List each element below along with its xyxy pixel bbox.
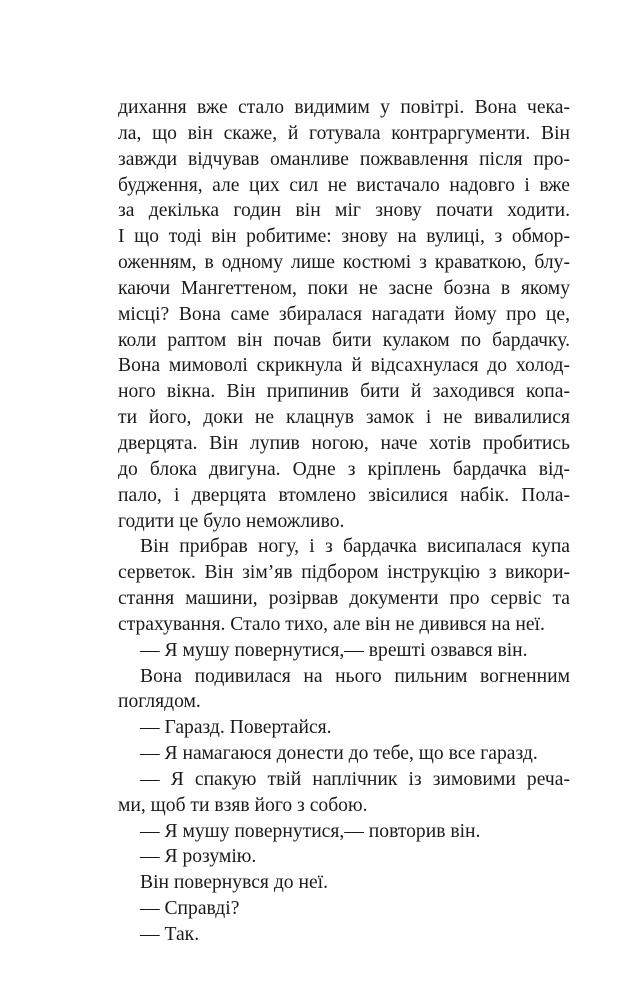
text-line: коли раптом він почав бити кулаком по бардачку. bbox=[118, 329, 570, 351]
text-line: дихання вже стало видимим у повітрі. Вона чека- bbox=[118, 97, 570, 118]
text-line: — Так. bbox=[140, 924, 200, 945]
text-line: серветок. Він зім’яв підбором інструкцію з викори- bbox=[118, 562, 570, 584]
text-line: — Справді? bbox=[140, 898, 240, 920]
text-line: — Гаразд. Повертайся. bbox=[140, 717, 332, 739]
text-line: пало, і дверцята втомлено звісилися набік. Пола- bbox=[118, 484, 570, 506]
text-line: годити це було неможливо. bbox=[118, 510, 345, 532]
text-line: каючи Мангеттеном, поки не засне бозна в якому bbox=[118, 277, 570, 299]
text-line: І що тоді він робитиме: знову на вулиці, з обмор- bbox=[118, 226, 570, 248]
text-line: до блока двигуна. Одне з кріплень бардачка від- bbox=[118, 458, 570, 480]
text-line: Він прибрав ногу, і з бардачка висипалася купа bbox=[140, 536, 570, 558]
text-line: стання машини, розірвав документи про сервіс та bbox=[118, 588, 570, 610]
text-line: ла, що він скаже, й готувала контраргументи. Він bbox=[118, 122, 570, 144]
text-line: Вона мимоволі скрикнула й відсахнулася до холод- bbox=[118, 355, 570, 377]
text-line: — Я мушу повернутися,— повторив він. bbox=[140, 820, 481, 842]
text-line: — Я мушу повернутися,— врешті озвався він. bbox=[140, 639, 528, 661]
text-line: ного вікна. Він припинив бити й заходився копа- bbox=[118, 381, 570, 403]
text-line: Вона подивилася на нього пильним вогненним bbox=[140, 665, 570, 687]
text-line: — Я розумію. bbox=[140, 846, 257, 868]
text-line: ми, щоб ти взяв його з собою. bbox=[118, 794, 368, 816]
text-line: ти його, доки не клацнув замок і не вивалилися bbox=[118, 407, 570, 429]
book-page-text bbox=[118, 95, 570, 948]
text-line: — Я намагаюся донести до тебе, що все гаразд. bbox=[140, 743, 538, 765]
text-line: будження, але цих сил не вистачало надовго і вже bbox=[118, 174, 570, 196]
text-line: оженням, в одному лише костюмі з краваткою, блу- bbox=[118, 252, 570, 274]
text-line: місці? Вона саме збиралася нагадати йому про це, bbox=[118, 303, 570, 325]
text-line: за декілька годин він міг знову почати ходити. bbox=[118, 200, 570, 222]
text-line: дверцята. Він лупив ногою, наче хотів пробитись bbox=[118, 432, 570, 454]
text-line: — Я спакую твій наплічник із зимовими реча- bbox=[140, 768, 570, 790]
text-line: Він повернувся до неї. bbox=[140, 872, 329, 894]
text-line: поглядом. bbox=[118, 691, 201, 713]
text-line: страхування. Стало тихо, але він не дивився на неї. bbox=[118, 613, 545, 635]
text-line: завжди відчував оманливе пожвавлення після про- bbox=[118, 148, 570, 170]
